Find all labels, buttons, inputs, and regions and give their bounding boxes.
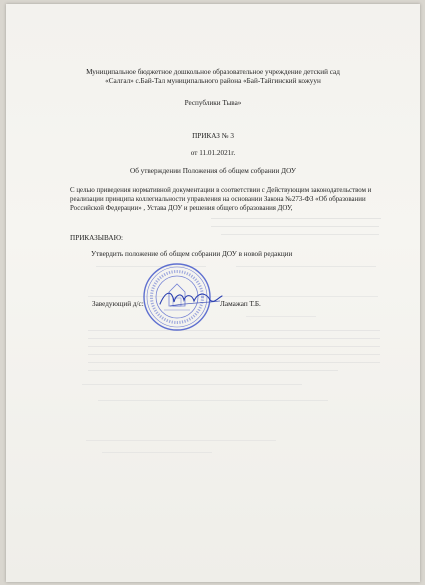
order-subject: Об утверждении Положения об общем собрании ДОУ [130, 167, 296, 175]
institution-name-line3: Республики Тыва» [184, 99, 242, 107]
institution-name-line2: «Салгал» с.Бай-Тал муниципального района «Бай-Тайгинский кожуун [105, 77, 321, 85]
institution-name-line1: Муниципальное бюджетное дошкольное образовательное учреждение детский сад [86, 68, 340, 76]
decree-item: Утвердить положение об общем собрании ДОУ в новой редакции [91, 250, 293, 258]
order-number: ПРИКАЗ № 3 [192, 132, 234, 140]
handwritten-signature [156, 286, 226, 310]
signatory-name: Ламажап Т.Б. [220, 300, 261, 308]
decree-label: ПРИКАЗЫВАЮ: [70, 234, 123, 242]
document-page [6, 4, 420, 582]
order-date: от 11.01.2021г. [190, 149, 236, 157]
order-preamble: С целью приведения нормативной документации в соответствии с Действующим законодательством и реализации принципа коллегиальности управления на основании Закона №273-ФЗ «Об образовании Российской Федерации» , Устава ДОУ и решения общего образования ДОУ, [70, 187, 372, 213]
signatory-position: Заведующий д/с: [92, 300, 144, 308]
